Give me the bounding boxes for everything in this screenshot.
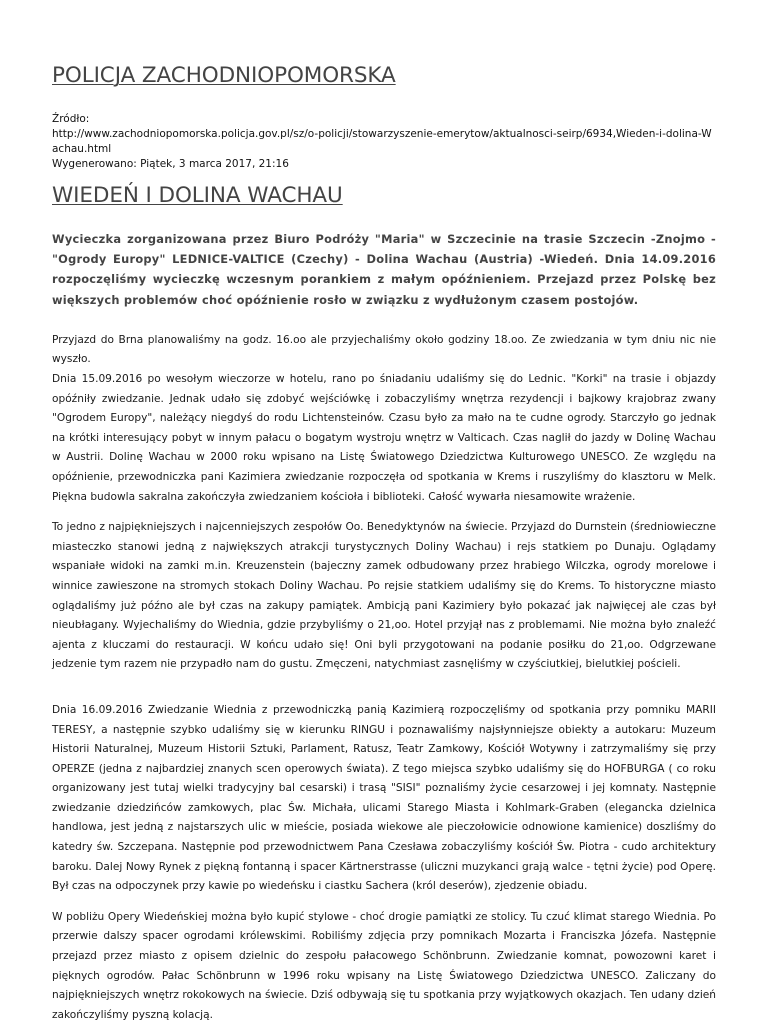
source-label: Źródło: xyxy=(52,113,90,125)
source-meta xyxy=(52,112,716,172)
article-lead: Wycieczka zorganizowana przez Biuro Podróży "Maria" w Szczecinie na trasie Szczecin -Znojmo -"Ogrody Europy" LEDNICE-VALTICE (Czechy) - Dolina Wachau (Austria) -Wiedeń. Dnia 14.09.2016 rozpoczęliśmy wycieczkę wczesnym porankiem z małym opóźnieniem. Przejazd przez Polskę bez większych problemów choć opóźnienie rosło w związku z wydłużonym czasem postojów. xyxy=(52,232,716,307)
article-title[interactable]: WIEDEŃ I DOLINA WACHAU xyxy=(52,183,343,208)
source-url: http://www.zachodniopomorska.policja.gov.pl/sz/o-policji/stowarzyszenie-emerytow/aktualnosci-seirp/6934,Wieden-i-dolina-Wachau.html xyxy=(52,128,712,155)
article-paragraph-2: Dnia 15.09.2016 po wesołym wieczorze w hotelu, rano po śniadaniu udaliśmy się do Lednic. "Korki" na trasie i objazdy opóźniły zwiedzanie. Jednak udało się zdobyć wejściówkę i zobaczyliśmy wnętrza rezydencji i bajkowy krajobraz zwany "Ogrodem Europy", należący niegdyś do rodu Lichtensteinów. Czasu było za mało na te cudne ogrody. Starczyło go jednak na krótki interesujący pobyt w innym pałacu o bogatym wystroju wnętrz w Valticach. Czas naglił do jazdy w Dolinę Wachau w Austrii. Dolinę Wachau w 2000 roku wpisano na Listę Światowego Dziedzictwa Kulturowego UNESCO. Ze względu na opóźnienie, przewodniczka pani Kazimiera zwiedzanie rozpoczęła od spotkania w Krems i ruszyliśmy do klasztoru w Melk. Piękna budowla sakralna zakończyła zwiedzaniem kościoła i biblioteki. Całość wywarła niesamowite wrażenie. xyxy=(52,373,716,503)
article-paragraph-1: Przyjazd do Brna planowaliśmy na godz. 16.oo ale przyjechaliśmy około godziny 18.oo. Ze zwiedzania w tym dniu nic nie wyszło. xyxy=(52,333,716,366)
article-paragraph-4: Dnia 16.09.2016 Zwiedzanie Wiednia z przewodniczką panią Kazimierą rozpoczęliśmy od spotkania przy pomniku MARII TERESY, a następnie szybko udaliśmy się w kierunku RINGU i poznawaliśmy najsłynniejsze obiekty a autokaru: Muzeum Historii Naturalnej, Muzeum Historii Sztuki, Parlament, Ratusz, Teatr Zamkowy, Kościół Wotywny i zatrzymaliśmy się przy OPERZE (jedna z najbardziej znanych scen operowych świata). Z tego miejsca szybko udaliśmy się do HOFBURGA ( co roku organizowany jest tutaj wielki tradycyjny bal cesarski) i trasą "SISI" poznaliśmy życie cesarzowej i jej komnaty. Następnie zwiedzanie dziedzińców zamkowych, plac Św. Michała, ulicami Starego Miasta i Kohlmark-Graben (elegancka dzielnica handlowa, jest jedną z najstarszych ulic w mieście, posiada wiekowe ale pieczołowicie odnowione kamienice) doszliśmy do katedry św. Szczepana. Następnie pod przewodnictwem Pana Czesława zobaczyliśmy kościół Św. Piotra - cudo architektury baroku. Dalej Nowy Rynek z piękną fontanną i spacer Kärtnerstrasse (uliczni muzykanci grają walce - tętni życie) pod Operę. Był czas na odpoczynek przy kawie po wiedeńsku i ciastku Sachera (król deserów), zjedzenie obiadu. xyxy=(52,703,716,893)
generated-timestamp: Wygenerowano: Piątek, 3 marca 2017, 21:16 xyxy=(52,158,289,170)
document-page xyxy=(52,62,716,1025)
article-paragraph-5: W pobliżu Opery Wiedeńskiej można było kupić stylowe - choć drogie pamiątki ze stolicy. Tu czuć klimat starego Wiednia. Po przerwie dalszy spacer ogrodami królewskimi. Robiliśmy zdjęcia przy pomnikach Mozarta i Franciszka Józefa. Następnie przejazd przez miasto z opisem dzielnic do zespołu pałacowego Schönbrunn. Zwiedzanie komnat, powozowni karet i pięknych ogrodów. Pałac Schönbrunn w 1996 roku wpisany na Listę Światowego Dziedzictwa UNESCO. Zaliczany do najpiękniejszych wnętrz rokokowych na świecie. Dziś odbywają się tu spotkania przy wyjątkowych okazjach. Ten udany dzień zakończyliśmy pyszną kolacją. xyxy=(52,910,716,1021)
site-title[interactable]: POLICJA ZACHODNIOPOMORSKA xyxy=(52,63,396,88)
article-paragraph-3: To jedno z najpiękniejszych i najcenniejszych zespołów Oo. Benedyktynów na świecie. Przyjazd do Durnstein (średniowieczne miasteczko stanowi jedną z największych atrakcji turystycznych Doliny Wachau) i rejs statkiem po Dunaju. Oglądamy wspaniałe widoki na zamki m.in. Kreuzenstein (bajeczny zamek odbudowany przez hrabiego Wilczka, ogrody morelowe i winnice zawieszone na stromych stokach Doliny Wachau. Po rejsie statkiem udaliśmy się do Krems. To historyczne miasto oglądaliśmy już późno ale był czas na zakupy pamiątek. Ambicją pani Kazimiery było pokazać jak najwięcej ale czas był nieubłagany. Wyjechaliśmy do Wiednia, gdzie przybyliśmy o 21,oo. Hotel przyjął nas z problemami. Nie można było znaleźć ajenta z kluczami do restauracji. W końcu udało się! Oni byli przygotowani na podanie posiłku do 21,oo. Odgrzewane jedzenie tym razem nie przypadło nam do gustu. Zmęczeni, natychmiast zasnęliśmy w czyściutkiej, bielutkiej pościeli. xyxy=(52,521,716,671)
